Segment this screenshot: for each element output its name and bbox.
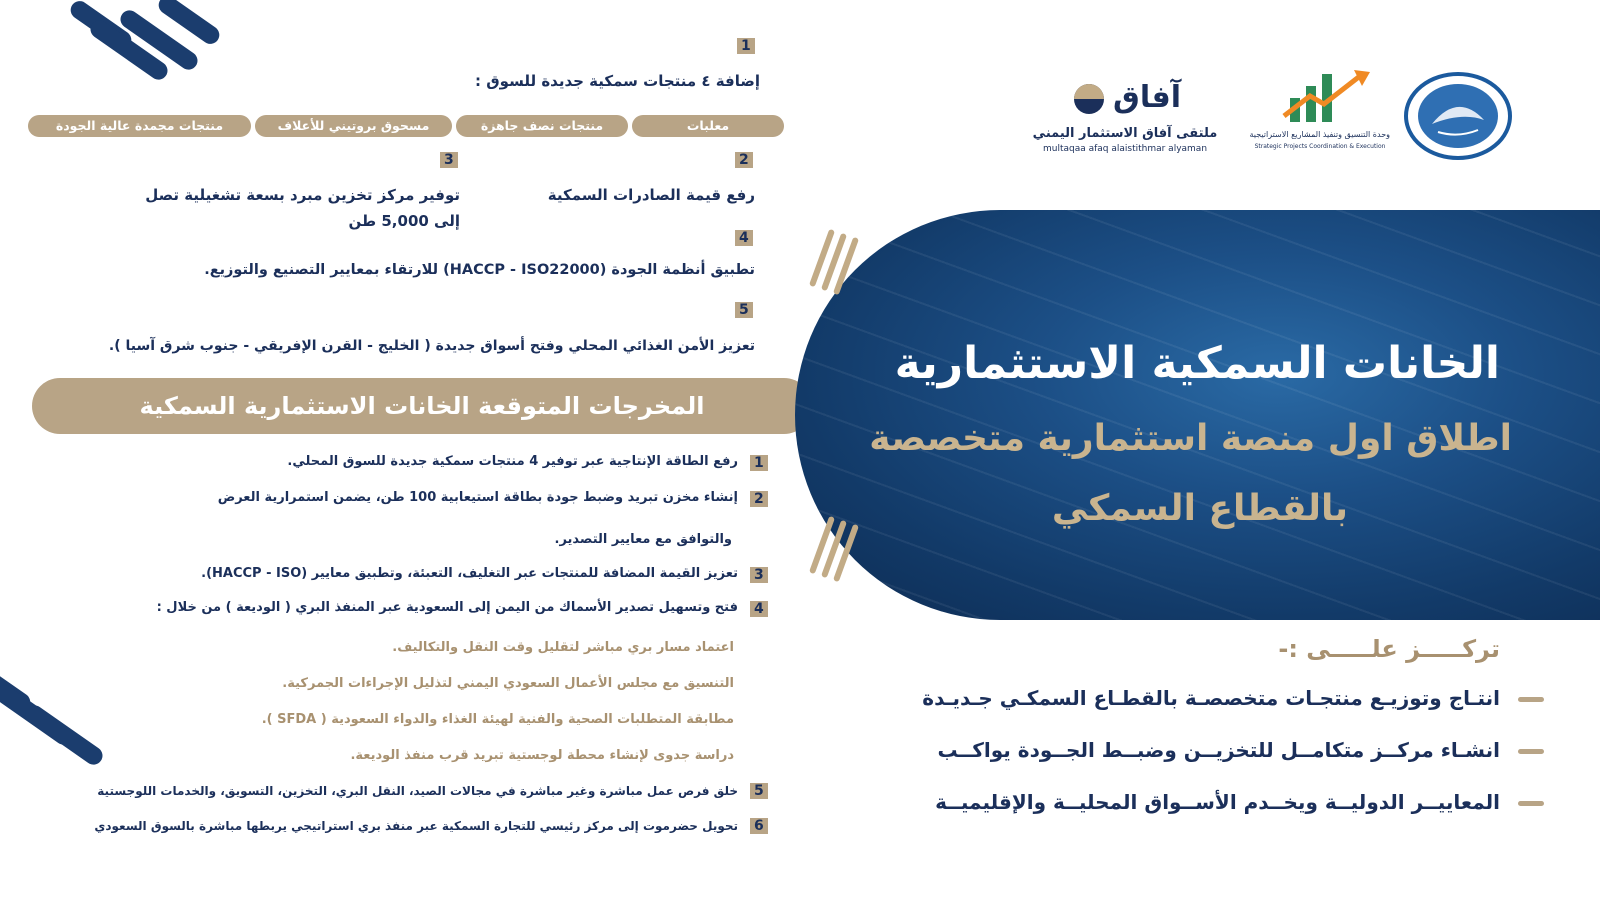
pill-frozen-products: منتجات مجمدة عالية الجودة: [28, 115, 251, 137]
hero-subtitle-line2: بالقطاع السمكي: [1051, 488, 1349, 529]
output-4-text: فتح وتسهيل تصدير الأسماك من اليمن إلى السعودية عبر المنفذ البري ( الوديعة ) من خلال :: [156, 600, 738, 615]
focus-bullet-3: [1518, 801, 1544, 806]
output-3-number: 3: [750, 567, 768, 583]
goal-1-text: إضافة ٤ منتجات سمكية جديدة للسوق :: [475, 72, 760, 90]
logo-afaq-subtitle-ar: ملتقى آفاق الاستثمار اليمني: [1032, 126, 1218, 141]
pill-canned: معلبات: [632, 115, 784, 137]
output-3-text: تعزيز القيمة المضافة للمنتجات عبر التغليف، التعبئة، وتطبيق معايير (HACCP - ISO).: [201, 566, 738, 581]
output-4-sub-3: مطابقة المتطلبات الصحية والفنية لهيئة الغذاء والدواء السعودية ( SFDA ).: [261, 712, 734, 727]
focus-bullet-2: [1518, 749, 1544, 754]
goal-3-text-line1: توفير مركز تخزين مبرد بسعة تشغيلية تصل: [145, 186, 460, 204]
output-1-text: رفع الطاقة الإنتاجية عبر توفير 4 منتجات سمكية جديدة للسوق المحلي.: [287, 454, 738, 469]
focus-heading: تركـــــز علـــــى :-: [1278, 635, 1500, 663]
outputs-banner: المخرجات المتوقعة الخانات الاستثمارية السمكية: [32, 378, 812, 434]
logo-afaq-name: آفاق: [1113, 80, 1182, 115]
pill-semi-ready: منتجات نصف جاهزة: [456, 115, 628, 137]
output-4-number: 4: [750, 601, 768, 617]
goal-2-text: رفع قيمة الصادرات السمكية: [547, 186, 755, 204]
decor-hatch-top: [815, 228, 861, 298]
output-6-text: تحويل حضرموت إلى مركز رئيسي للتجارة السمكية عبر منفذ بري استراتيجي يربطها مباشرة بالسوق السعودي: [94, 819, 738, 833]
output-2-number: 2: [750, 491, 768, 507]
focus-item-2: انشـاء مركــز متكامــل للتخزيــن وضبــط الجــودة يواكــب: [937, 738, 1500, 762]
logo-unit-text-ar: وحدة التنسيق وتنفيذ المشاريع الاستراتيجية: [1250, 130, 1390, 139]
goal-2-number: 2: [735, 152, 753, 168]
goal-4-number: 4: [735, 230, 753, 246]
hero-title: الخانات السمكية الاستثمارية: [894, 338, 1500, 389]
output-5-text: خلق فرص عمل مباشرة وغير مباشرة في مجالات الصيد، النقل البري، التخزين، التسويق، والخدمات اللوجستية: [97, 784, 738, 798]
output-6-number: 6: [750, 818, 768, 834]
output-2-text: إنشاء مخزن تبريد وضبط جودة بطاقة استيعابية 100 طن، يضمن استمرارية العرض: [217, 490, 738, 505]
goal-3-number: 3: [440, 152, 458, 168]
goal-4-text: تطبيق أنظمة الجودة (HACCP - ISO22000) للارتقاء بمعايير التصنيع والتوزيع.: [204, 262, 755, 278]
decor-hatch-bottom: [815, 515, 861, 585]
focus-bullet-1: [1518, 697, 1544, 702]
goal-3-text-line2: إلى 5,000 طن: [348, 212, 460, 230]
output-4-sub-2: التنسيق مع مجلس الأعمال السعودي اليمني لتذليل الإجراءات الجمركية.: [282, 676, 734, 691]
hero-panel: [795, 210, 1600, 620]
goal-5-number: 5: [735, 302, 753, 318]
logo-afaq: [1015, 80, 1235, 160]
goal-5-text: تعزيز الأمن الغذائي المحلي وفتح أسواق جديدة ( الخليج - القرن الإفريقي - جنوب شرق آسيا ).: [108, 338, 755, 354]
goal-1-number: 1: [737, 38, 755, 54]
hero-subtitle-line1: اطلاق اول منصة استثمارية متخصصة: [869, 418, 1512, 459]
output-4-sub-4: دراسة جدوى لإنشاء محطة لوجستية تبريد قرب منفذ الوديعة.: [350, 748, 734, 763]
output-1-number: 1: [750, 455, 768, 471]
output-2-text-cont: والتوافق مع معايير التصدير.: [554, 532, 732, 547]
output-4-sub-1: اعتماد مسار بري مباشر لتقليل وقت النقل والتكاليف.: [392, 640, 734, 655]
pill-protein-powder: مسحوق بروتيني للأعلاف: [255, 115, 452, 137]
focus-item-1: انتـاج وتوزيـع منتجـات متخصصـة بالقطـاع السمكـي جـديـدة: [922, 686, 1500, 710]
logo-afaq-subtitle-en: multaqaa afaq alaistithmar alyaman: [1042, 144, 1208, 154]
logo-unit-text-en: Strategic Projects Coordination & Execution: [1254, 143, 1386, 150]
logo-strategic-unit: [1250, 68, 1390, 158]
focus-item-3: المعاييــر الدوليــة ويخــدم الأســواق المحليــة والإقليميــة: [935, 790, 1500, 814]
hero-sea-texture: [795, 210, 1600, 620]
output-5-number: 5: [750, 783, 768, 799]
logo-fisheries-seal: [1402, 72, 1514, 160]
